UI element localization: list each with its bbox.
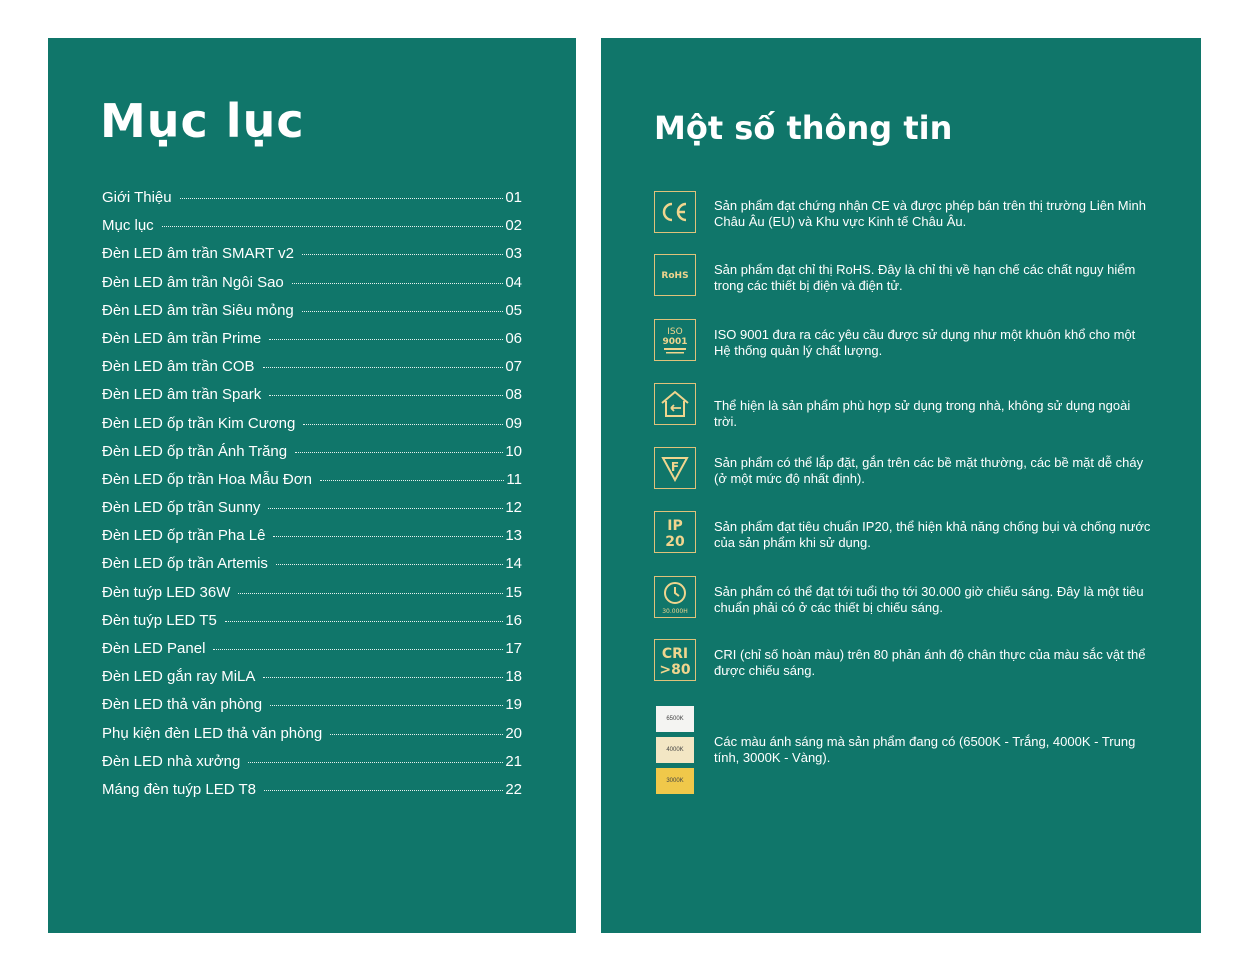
rohs-icon: [654, 254, 696, 296]
toc-entry[interactable]: [102, 696, 522, 724]
info-text: Sản phẩm đạt chứng nhận CE và được phép bán trên thị trường Liên Minh Châu Âu (EU) và Khu vực Kinh tế Châu Âu.: [714, 198, 1146, 229]
toc-entry[interactable]: [102, 668, 522, 696]
toc-entry-page: 09: [505, 414, 522, 432]
toc-entry-label: Đèn LED ốp trần Artemis: [102, 555, 268, 573]
dot-leader: [302, 311, 504, 312]
toc-entry-label: Đèn LED ốp trần Pha Lê: [102, 527, 266, 545]
dot-leader: [270, 705, 503, 706]
toc-entry-label: Đèn LED âm trần SMART v2: [102, 245, 295, 263]
toc-entry-label: Đèn LED gắn ray MiLA: [102, 668, 256, 686]
dot-leader: [302, 254, 503, 255]
toc-list: [102, 189, 522, 809]
toc-entry-label: Đèn LED Panel: [102, 640, 206, 657]
toc-entry-label: Giới Thiệu: [102, 189, 172, 206]
info-panel: [601, 38, 1201, 933]
toc-entry-label: Đèn tuýp LED 36W: [102, 583, 231, 601]
toc-entry-page: 15: [505, 583, 522, 601]
toc-entry-page: 05: [505, 301, 522, 319]
toc-entry-page: 02: [505, 217, 522, 235]
dot-leader: [238, 593, 503, 594]
info-text: CRI (chỉ số hoàn màu) trên 80 phản ánh độ chân thực của màu sắc vật thể được chiếu sáng.: [714, 647, 1146, 678]
toc-entry-page: 20: [505, 724, 522, 742]
toc-entry[interactable]: [102, 471, 522, 499]
dot-leader: [269, 395, 503, 396]
toc-entry[interactable]: [102, 189, 522, 217]
toc-entry-label: Đèn LED nhà xưởng: [102, 752, 241, 770]
ce-mark-icon: [654, 191, 696, 233]
cri-80-icon: [654, 639, 696, 681]
toc-entry-page: 17: [505, 640, 522, 657]
toc-entry-page: 14: [505, 555, 522, 573]
dot-leader: [213, 649, 503, 650]
toc-entry[interactable]: [102, 753, 522, 781]
toc-entry[interactable]: [102, 274, 522, 302]
info-text: Thể hiện là sản phẩm phù hợp sử dụng trong nhà, không sử dụng ngoài trời.: [714, 398, 1131, 429]
toc-entry-page: 12: [505, 499, 522, 517]
ip20-icon: [654, 511, 696, 553]
info-text: Sản phẩm đạt tiêu chuẩn IP20, thể hiện khả năng chống bụi và chống nước của sản phẩm khi sử dụng.: [714, 519, 1151, 550]
dot-leader: [162, 226, 504, 227]
toc-entry-label: Mục lục: [102, 217, 154, 235]
toc-entry[interactable]: [102, 612, 522, 640]
toc-entry[interactable]: [102, 302, 522, 330]
info-text: Sản phẩm có thể đạt tới tuổi thọ tới 30.000 giờ chiếu sáng. Đây là một tiêu chuẩn phải có ở các thiết bị chiếu sáng.: [714, 584, 1144, 615]
info-text: Các màu ánh sáng mà sản phẩm đang có (6500K - Trắng, 4000K - Trung tính, 3000K - Vàng).: [714, 734, 1136, 765]
dot-leader: [295, 452, 503, 453]
dot-leader: [273, 536, 503, 537]
toc-entry-label: Đèn LED ốp trần Sunny: [102, 499, 261, 517]
info-text: Sản phẩm có thể lắp đặt, gắn trên các bề mặt thường, các bề mặt dễ cháy (ở một mức độ nhất định).: [714, 455, 1144, 486]
toc-entry[interactable]: [102, 781, 522, 809]
toc-entry-label: Đèn LED âm trần Siêu mỏng: [102, 301, 294, 319]
toc-entry-page: 01: [505, 189, 522, 206]
toc-entry[interactable]: [102, 584, 522, 612]
dot-leader: [320, 480, 504, 481]
toc-entry[interactable]: [102, 443, 522, 471]
toc-entry[interactable]: [102, 386, 522, 414]
swatch-4000k: 4000K: [656, 737, 694, 763]
toc-entry[interactable]: [102, 217, 522, 245]
toc-entry-label: Đèn tuýp LED T5: [102, 611, 217, 629]
toc-entry-label: Phụ kiện đèn LED thả văn phòng: [102, 724, 323, 742]
toc-entry-label: Đèn LED ốp trần Kim Cương: [102, 414, 296, 432]
dot-leader: [276, 564, 503, 565]
svg-text:30.000H: 30.000H: [662, 608, 688, 615]
lifetime-30000h-icon: [654, 576, 696, 618]
toc-title: Mục lục: [100, 94, 305, 148]
toc-entry-label: Đèn LED ốp trần Ánh Trăng: [102, 442, 288, 460]
toc-entry-label: Máng đèn tuýp LED T8: [102, 780, 256, 798]
info-text: Sản phẩm đạt chỉ thị RoHS. Đây là chỉ thị về hạn chế các chất nguy hiểm trong các thiết bị điện và điện tử.: [714, 262, 1136, 293]
toc-entry-page: 21: [505, 752, 522, 770]
toc-entry-page: 16: [505, 611, 522, 629]
dot-leader: [248, 762, 503, 763]
f-mark-icon: [654, 447, 696, 489]
toc-entry-page: 19: [505, 696, 522, 714]
dot-leader: [263, 677, 503, 678]
dot-leader: [263, 367, 504, 368]
toc-entry-label: Đèn LED âm trần Prime: [102, 329, 262, 347]
toc-entry-page: 13: [505, 527, 522, 545]
toc-entry[interactable]: [102, 555, 522, 583]
toc-entry[interactable]: [102, 245, 522, 273]
svg-text:ISO: ISO: [667, 327, 683, 337]
toc-entry[interactable]: [102, 415, 522, 443]
svg-text:IP: IP: [667, 518, 683, 534]
svg-text:9001: 9001: [662, 337, 688, 347]
toc-entry-page: 10: [505, 442, 522, 460]
toc-entry-page: 07: [505, 358, 522, 376]
iso-9001-icon: [654, 319, 696, 361]
toc-entry[interactable]: [102, 358, 522, 386]
dot-leader: [225, 621, 504, 622]
dot-leader: [264, 790, 503, 791]
toc-entry-label: Đèn LED ốp trần Hoa Mẫu Đơn: [102, 470, 312, 488]
svg-text:RoHS: RoHS: [661, 271, 689, 281]
indoor-use-icon: [654, 383, 696, 425]
svg-text:20: 20: [665, 534, 685, 549]
dot-leader: [330, 734, 503, 735]
toc-entry-page: 08: [505, 386, 522, 404]
dot-leader: [268, 508, 503, 509]
toc-entry-page: 11: [506, 470, 522, 488]
info-title: Một số thông tin: [654, 109, 953, 147]
toc-entry-label: Đèn LED thả văn phòng: [102, 696, 263, 714]
swatch-3000k: 3000K: [656, 768, 694, 794]
toc-entry[interactable]: [102, 725, 522, 753]
svg-text:F: F: [670, 460, 680, 474]
toc-entry-page: 03: [505, 245, 522, 263]
dot-leader: [292, 283, 504, 284]
toc-entry-page: 18: [505, 668, 522, 686]
dot-leader: [180, 198, 504, 199]
toc-entry-page: 22: [505, 780, 522, 798]
table-of-contents-panel: [48, 38, 576, 933]
toc-entry[interactable]: [102, 640, 522, 668]
toc-entry-label: Đèn LED âm trần COB: [102, 358, 255, 376]
toc-entry-label: Đèn LED âm trần Spark: [102, 386, 262, 404]
swatch-6500k: 6500K: [656, 706, 694, 732]
toc-entry[interactable]: [102, 527, 522, 555]
svg-text:>80: >80: [659, 662, 691, 677]
svg-text:CRI: CRI: [661, 646, 689, 662]
info-text: ISO 9001 đưa ra các yêu cầu được sử dụng như một khuôn khổ cho một Hệ thống quản lý chất lượng.: [714, 327, 1136, 358]
toc-entry[interactable]: [102, 330, 522, 358]
toc-entry[interactable]: [102, 499, 522, 527]
toc-entry-page: 04: [505, 273, 522, 291]
dot-leader: [303, 424, 503, 425]
toc-entry-label: Đèn LED âm trần Ngôi Sao: [102, 273, 284, 291]
dot-leader: [269, 339, 503, 340]
toc-entry-page: 06: [505, 329, 522, 347]
